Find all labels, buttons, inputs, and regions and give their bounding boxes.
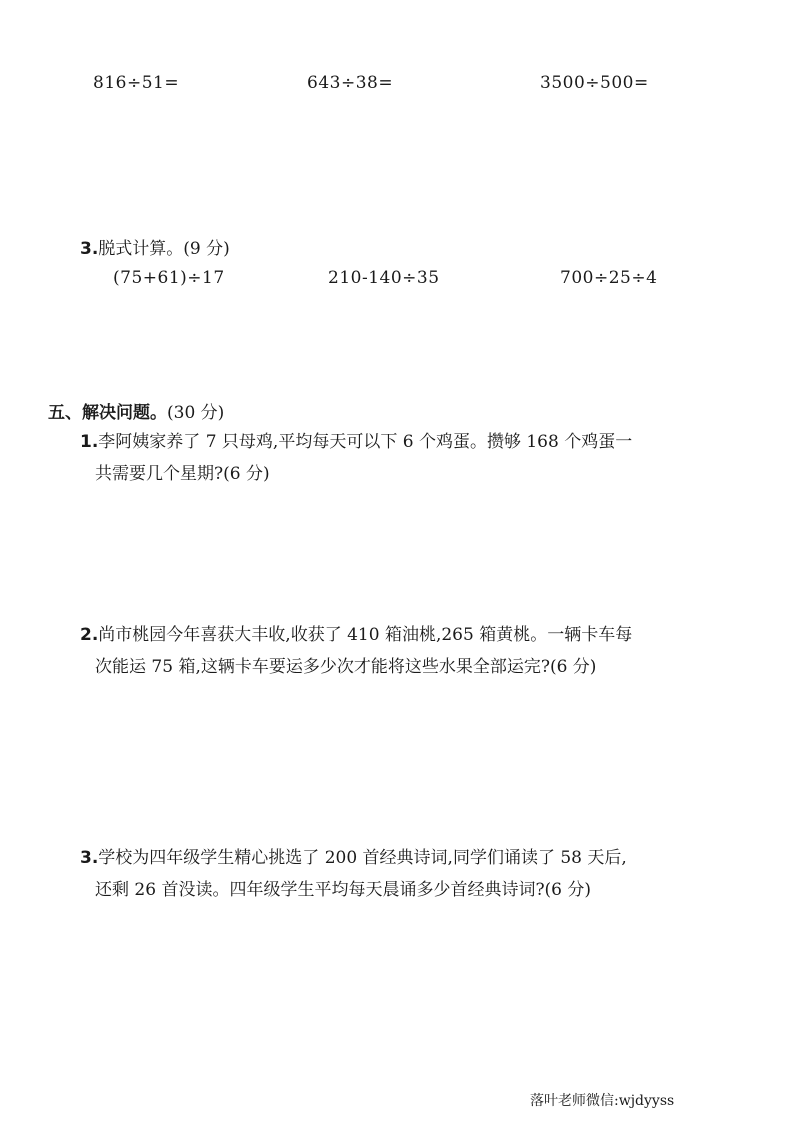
- calc-expression-3: 700÷25÷4: [560, 268, 658, 288]
- question-2-number: 2.: [80, 625, 99, 645]
- question-1-text-2: 共需要几个星期?(6 分): [95, 464, 270, 484]
- question-2-text-1: 尚市桃园今年喜获大丰收,收获了 410 箱油桃,265 箱黄桃。一辆卡车每: [98, 625, 633, 645]
- question-3-text-2: 还剩 26 首没读。四年级学生平均每天晨诵多少首经典诗词?(6 分): [95, 880, 592, 900]
- question-1-text-1: 李阿姨家养了 7 只母鸡,平均每天可以下 6 个鸡蛋。攒够 168 个鸡蛋一: [98, 432, 633, 452]
- question-3-number: 3.: [80, 848, 99, 868]
- footer-contact: 落叶老师微信:wjdyyss: [530, 1093, 675, 1109]
- section5-title: 解决问题。: [82, 403, 167, 423]
- expression-3: 3500÷500=: [540, 73, 649, 93]
- calc-expression-1: (75+61)÷17: [113, 268, 225, 288]
- expression-1: 816÷51=: [93, 73, 180, 93]
- expression-2: 643÷38=: [307, 73, 394, 93]
- section5-heading: [48, 398, 224, 423]
- part3-heading: [80, 234, 230, 259]
- question-2: [80, 619, 722, 683]
- section5-points: (30 分): [167, 403, 225, 423]
- question-3: [80, 842, 722, 906]
- calc-expression-2: 210-140÷35: [328, 268, 440, 288]
- question-3-line-1: [80, 842, 722, 874]
- part3-title: 脱式计算。(9 分): [98, 239, 230, 259]
- question-1: [80, 426, 722, 490]
- question-1-number: 1.: [80, 432, 99, 452]
- question-2-line-1: [80, 619, 722, 651]
- section5-number: 五、: [48, 403, 82, 423]
- question-3-text-1: 学校为四年级学生精心挑选了 200 首经典诗词,同学们诵读了 58 天后,: [98, 848, 627, 868]
- question-1-line-1: [80, 426, 722, 458]
- question-2-text-2: 次能运 75 箱,这辆卡车要运多少次才能将这些水果全部运完?(6 分): [95, 657, 597, 677]
- part3-number: 3.: [80, 239, 99, 259]
